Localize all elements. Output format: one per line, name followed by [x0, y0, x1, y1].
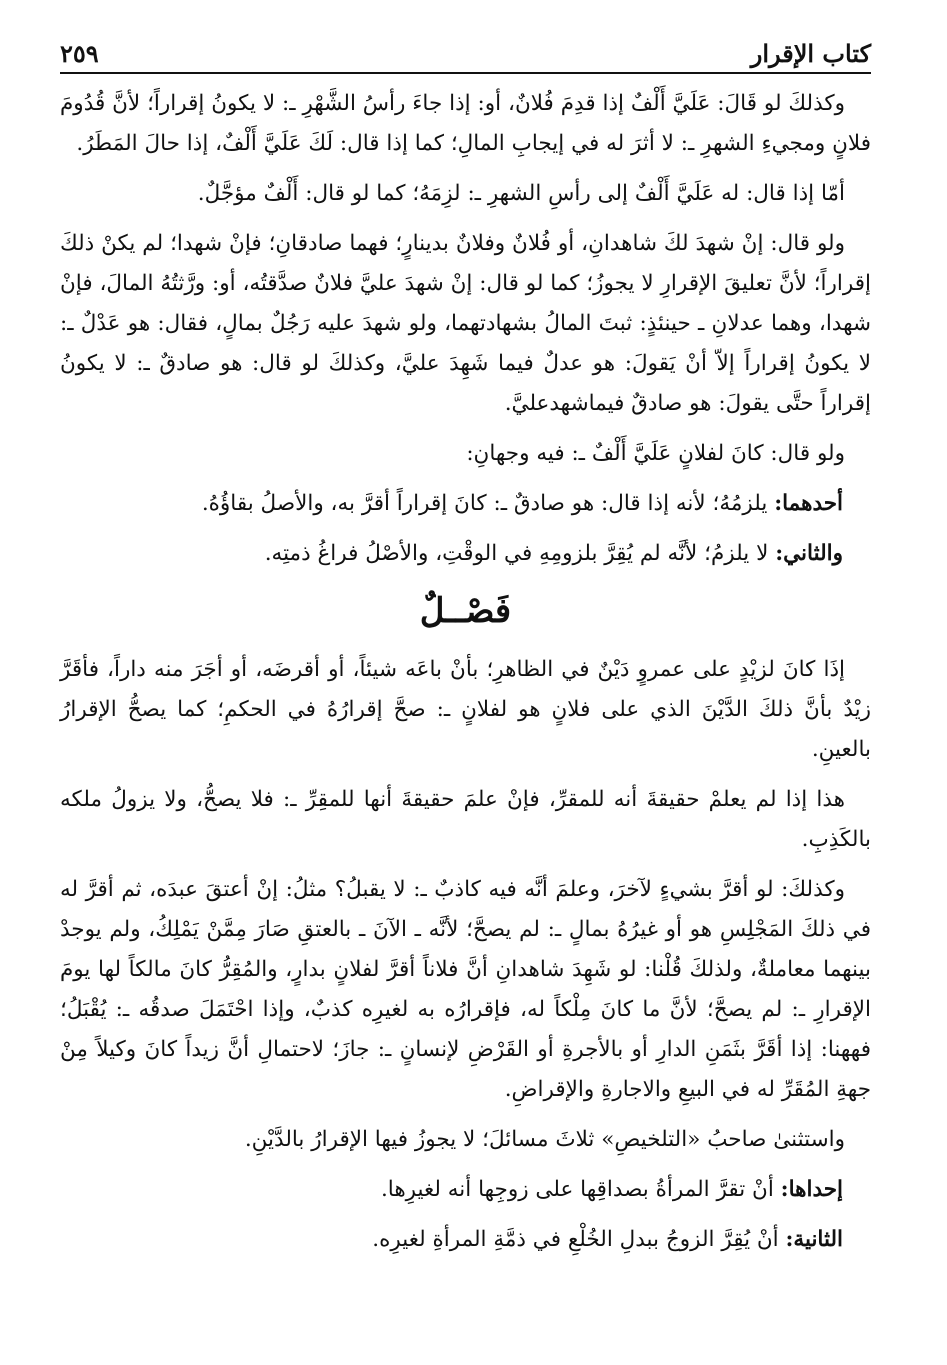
paragraph-lead: والثاني:	[775, 541, 843, 566]
paragraph	[60, 1170, 871, 1210]
paragraph-text: واستثنىٰ صاحبُ «التلخيصِ» ثلاثَ مسائلَ؛ لا يجوزُ فيها الإقرارُ بالدَّيْنِ.	[244, 1127, 845, 1152]
running-header	[60, 28, 871, 74]
paragraph	[60, 174, 871, 214]
paragraph-text: ولو قال: إنْ شهدَ لكَ شاهدانِ، أو فُلانٌ وفلانٌ بدينارٍ؛ فهما صادقانِ؛ فإنْ شهدا؛ لم يكنْ ذلكَ إقراراً؛ لأنَّ تعليقَ الإقرارِ لا يجوزُ؛ كما لو قال: إنْ شهدَ عليَّ فلانٌ صدَّقتُه، أو: ورَّثتُهُ المالَ، فإنْ شهدا، وهما عدلانِ ـ حينئذٍ: ثبتَ المالُ بشهادتهما، ولو شهدَ عليه رَجُلٌ بمالٍ، فقال: هو عَدْلٌ ـ: لا يكونُ إقراراً إلاّ أنْ يَقولَ: هو عدلٌ فيما شَهِدَ عليَّ، وكذلكَ لو قال: هو صادقٌ ـ: لا يكونُ إقراراً حتَّى يقولَ: هو صادقٌ فيماشهدعليَّ.	[60, 231, 872, 416]
paragraph	[60, 484, 871, 524]
paragraph	[60, 434, 871, 474]
paragraph-text: وكذلكَ لو قَالَ: عَلَيَّ أَلْفٌ إذا قدِمَ فُلانٌ، أو: إذا جاءَ رأسُ الشَّهْرِ ـ: لا يكونُ إقراراً؛ لأنَّ قُدُومَ فلانٍ ومجيءِ الشهرِ ـ: لا أثرَ له في إيجابِ المالِ؛ كما إذا قال: لَكَ عَلَيَّ أَلْفٌ، إذا حالَ المَطَرُ.	[60, 91, 871, 156]
page-content	[60, 84, 871, 1260]
paragraph-text: أنْ تقرَّ المرأةُ بصداقِها على زوجِها أنه لغيرِها.	[380, 1177, 781, 1202]
paragraph-text: لا يلزمُ؛ لأنَّه لم يُقِرَّ بلزومِهِ في الوقْتِ، والأصْلُ فراغُ ذمتِه.	[264, 541, 776, 566]
paragraph-text: ولو قال: كانَ لفلانٍ عَلَيَّ أَلْفٌ ـ: فيه وجهانِ:	[466, 441, 845, 466]
paragraph-lead: إحداها:	[780, 1177, 843, 1202]
paragraph-text: هذا إذا لم يعلمْ حقيقةَ أنه للمقرِّ، فإنْ علمَ حقيقةَ أنها للمقِرِّ ـ: فلا يصحُّ، ولا يزولُ ملكه بالكَذِبِ.	[60, 787, 871, 852]
paragraph	[60, 1220, 871, 1260]
paragraph-lead: أحدهما:	[774, 491, 843, 516]
paragraph	[60, 650, 871, 770]
paragraph-lead: الثانية:	[785, 1227, 843, 1252]
paragraph	[60, 780, 871, 860]
paragraph-text: أمّا إذا قال: له عَلَيَّ أَلْفٌ إلى رأسِ الشهرِ ـ: لزِمَهُ؛ كما لو قال: أَلْفٌ مؤجَّلٌ.	[197, 181, 845, 206]
paragraph-text: وكذلكَ: لو أقرَّ بشيءٍ لآخرَ، وعلمَ أنَّه فيه كاذبٌ ـ: لا يقبلُ؟ مثلُ: إنْ أعتقَ عبدَه، ثم أقرَّ له في ذلكَ المَجْلِسِ هو أو غيرُهُ بمالٍ ـ: لم يصحَّ؛ لأنَّه ـ الآنَ ـ بالعتقِ صَارَ مِمَّنْ يَمْلِكُ، ولم يوجدْ بينهما معاملةٌ، ولذلكَ قُلْنا: لو شَهِدَ شاهدانِ أنَّ فلاناً أقرَّ لفلانٍ بدارٍ، والمُقِرُّ كانَ مالكاً لها يومَ الإقرارِ ـ: لم يصحَّ؛ لأنَّ ما كانَ مِلْكاً له، فإقرارُه به لغيرِه كذبٌ، وإذا احْتَمَلَ صدقُه ـ: يُقْبَلُ؛ فههنا: إذا أقَرَّ بثَمَنِ الدارِ أو بالأجرةِ أو القَرْضِ لإنسانٍ ـ: جازَ؛ لاحتمالِ أنَّ زيداً كانَ وكيلاً مِنْ جهةِ المُقَرِّ له في البيعِ والاجارةِ والإقراضِ.	[60, 877, 871, 1102]
paragraph-text: أنْ يُقِرَّ الزوجُ ببدلِ الخُلْعِ في ذمَّةِ المرأةِ لغيرِه.	[372, 1227, 786, 1252]
section-title: فَصْــلٌ	[419, 591, 512, 631]
paragraph	[60, 84, 871, 164]
paragraph	[60, 870, 871, 1110]
paragraph	[60, 224, 871, 424]
paragraph-text: إذَا كانَ لزيْدٍ على عمروٍ دَيْنٌ في الظاهرِ؛ بأنْ باعَه شيئاً، أو أقرضَه، أو أجَرَ منه داراً، فأقَرَّ زيْدٌ بأنَّ ذلكَ الدَّيْنَ الذي على فلانٍ هو لفلانٍ ـ: صحَّ إقرارُهُ في الحكمِ؛ كما يصحُّ الإقرارُ بالعينِ.	[60, 657, 871, 762]
paragraph	[60, 534, 871, 574]
paragraph	[60, 1120, 871, 1160]
page-number: ٢٥٩	[60, 39, 99, 68]
header-title: كتاب الإقرار	[750, 39, 871, 68]
paragraph-text: يلزمُهُ؛ لأنه إذا قال: هو صادقٌ ـ: كانَ إقراراً أقرَّ به، والأصلُ بقاؤُهُ.	[201, 491, 775, 516]
